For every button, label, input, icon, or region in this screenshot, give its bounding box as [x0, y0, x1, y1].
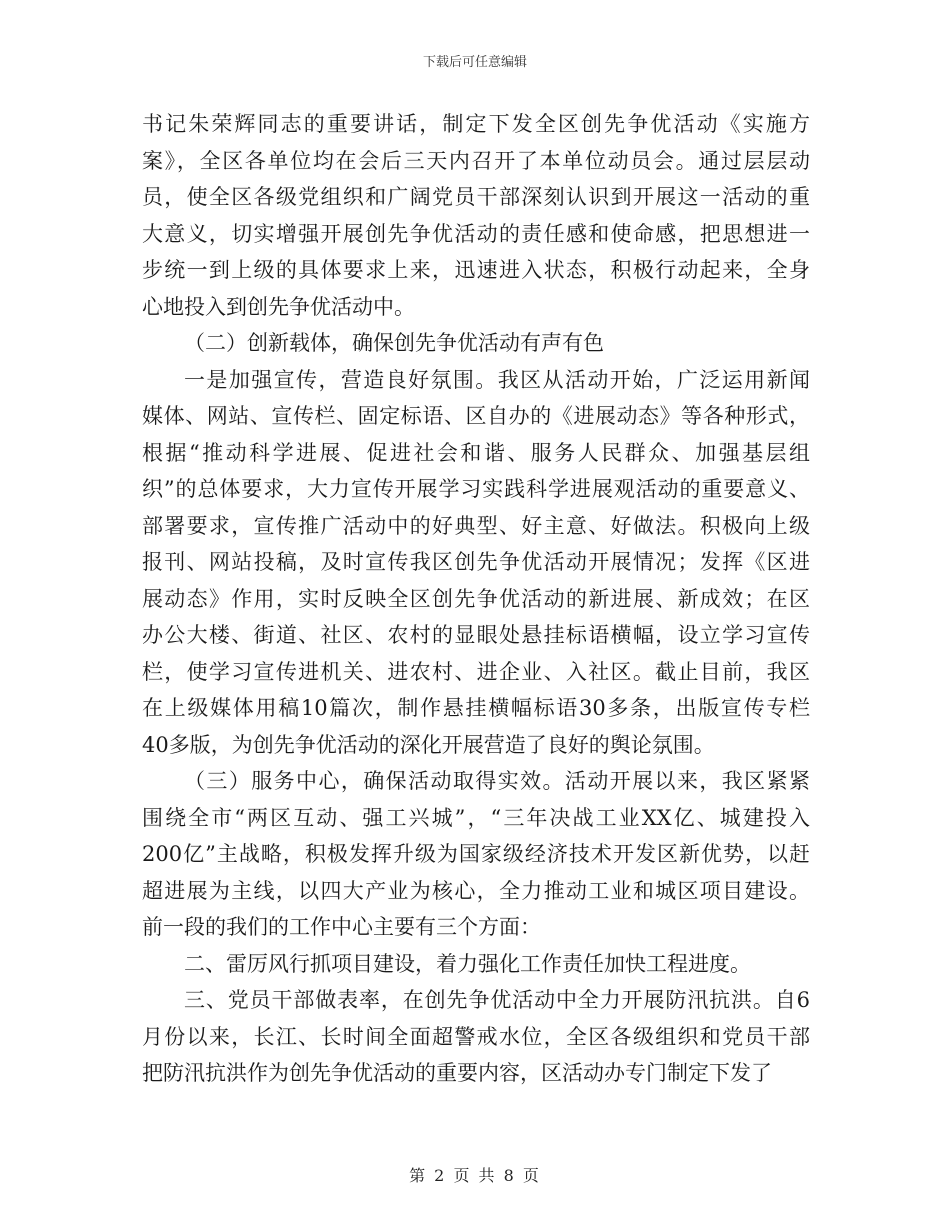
text-line: 一是加强宣传，营造良好氛围。我区从活动开始，广泛运用新闻 — [184, 367, 810, 392]
text-line: 把防汛抗洪作为创先争优活动的重要内容，区活动办专门制定下发了 — [142, 1061, 772, 1085]
text-line: 办公大楼、街道、社区、农村的显眼处悬挂标语横幅，设立学习宣传 — [142, 623, 810, 647]
page-footer: 第 2 页 共 8 页 — [409, 1166, 541, 1185]
text-line: 媒体、网站、宣传栏、固定标语、区自办的《进展动态》等各种形式， — [142, 404, 810, 428]
text-line: 围绕全市“两区互动、强工兴城”，“三年决战工业XX亿、城建投入 — [142, 805, 810, 830]
text-line: 案》，全区各单位均在会后三天内召开了本单位动员会。通过层层动 — [142, 148, 810, 173]
text-line: 三、党员干部做表率，在创先争优活动中全力开展防汛抗洪。自6 — [184, 988, 810, 1012]
paragraph — [142, 946, 810, 983]
text-line: （二）创新载体，确保创先争优活动有声有色 — [184, 331, 604, 355]
text-line: 200亿”主战略，积极发挥升级为国家级经济技术开发区新优势，以赶 — [142, 842, 810, 866]
text-line: 员，使全区各级党组织和广阔党员干部深刻认识到开展这一活动的重 — [142, 185, 810, 209]
paragraph — [142, 763, 810, 946]
text-line: （三）服务中心，确保活动取得实效。活动开展以来，我区紧紧 — [184, 769, 810, 793]
page-header: 下载后可任意编辑 — [422, 55, 527, 70]
paragraph — [142, 325, 810, 362]
document-body — [142, 106, 810, 1092]
paragraph — [142, 106, 810, 325]
text-line: 部署要求，宣传推广活动中的好典型、好主意、好做法。积极向上级 — [142, 513, 810, 538]
paragraph — [142, 362, 810, 764]
text-line: 展动态》作用，实时反映全区创先争优活动的新进展、新成效；在区 — [142, 586, 810, 611]
text-line: 栏，使学习宣传进机关、进农村、进企业、入社区。截止目前，我区 — [142, 659, 810, 684]
text-line: 40多版，为创先争优活动的深化开展营造了良好的舆论氛围。 — [142, 732, 715, 757]
text-line: 月份以来，长江、长时间全面超警戒水位，全区各级组织和党员干部 — [142, 1024, 810, 1049]
text-line: 报刊、网站投稿，及时宣传我区创先争优活动开展情况；发挥《区进 — [142, 550, 810, 574]
text-line: 大意义，切实增强开展创先争优活动的责任感和使命感，把思想进一 — [142, 221, 810, 246]
paragraph — [142, 982, 810, 1092]
text-line: 在上级媒体用稿10篇次，制作悬挂横幅标语30多条，出版宣传专栏 — [142, 696, 810, 720]
text-line: 步统一到上级的具体要求上来，迅速进入状态，积极行动起来，全身 — [142, 258, 810, 282]
text-line: 前一段的我们的工作中心主要有三个方面： — [142, 915, 541, 939]
text-line: 织”的总体要求，大力宣传开展学习实践科学进展观活动的重要意义、 — [142, 477, 810, 501]
text-line: 二、雷厉风行抓项目建设，着力强化工作责任加快工程进度。 — [184, 951, 751, 976]
text-line: 根据“推动科学进展、促进社会和谐、服务人民群众、加强基层组 — [142, 440, 810, 465]
text-line: 心地投入到创先争优活动中。 — [142, 294, 415, 319]
text-line: 超进展为主线，以四大产业为核心，全力推动工业和城区项目建设。 — [142, 878, 810, 903]
text-line: 书记朱荣辉同志的重要讲话，制定下发全区创先争优活动《实施方 — [142, 112, 810, 136]
